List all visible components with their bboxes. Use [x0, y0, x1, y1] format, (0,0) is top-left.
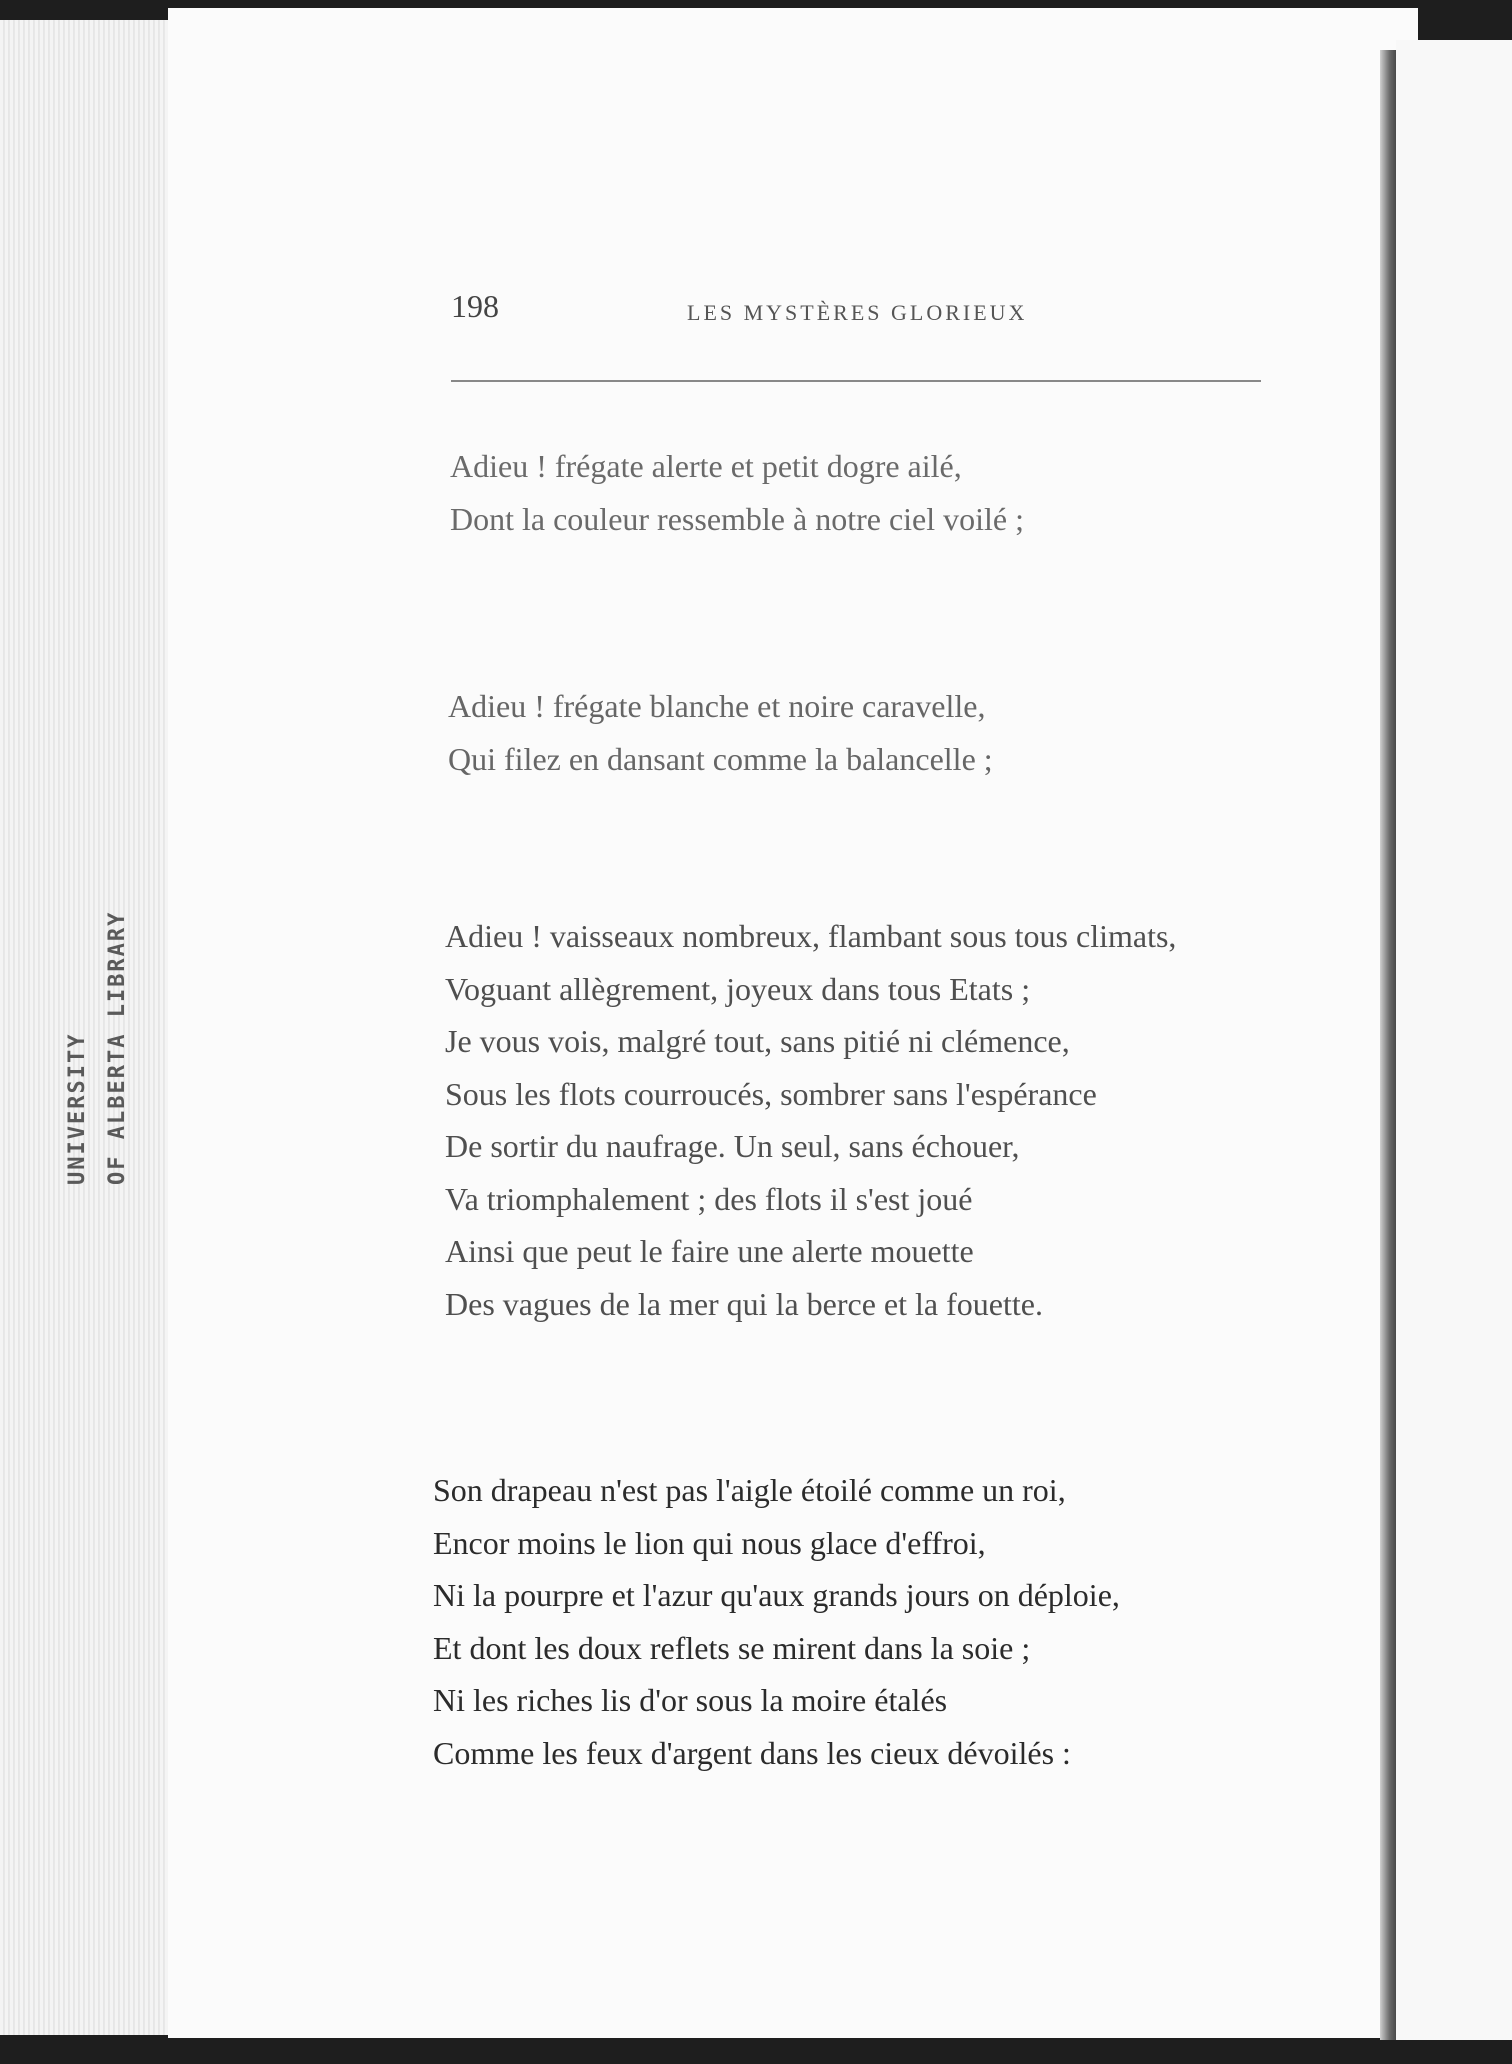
stamp-line-2 [98, 1065, 138, 1185]
verse-line: Voguant allègrement, joyeux dans tous Etats ; [445, 970, 1031, 1007]
verse-line: Adieu ! frégate alerte et petit dogre ailé, [450, 448, 962, 484]
verse-line: Encor moins le lion qui nous glace d'effroi, [433, 1524, 986, 1561]
book-spine-edge [1380, 50, 1396, 2040]
stanza-3 [445, 910, 1176, 1330]
verse-line: Comme les feux d'argent dans les cieux dévoilés : [433, 1734, 1071, 1771]
verse-line: Des vagues de la mer qui la berce et la fouette. [445, 1285, 1043, 1322]
verse-line: Va triomphalement ; des flots il s'est joué [445, 1180, 973, 1217]
stamp-line-1: UNIVERSITY [65, 1032, 90, 1185]
verse-line: Qui filez en dansant comme la balancelle ; [448, 740, 993, 777]
verse-line: Ainsi que peut le faire une alerte mouette [445, 1233, 974, 1269]
header-rule [451, 380, 1261, 382]
stanza-2 [448, 680, 993, 785]
verse-line: Je vous vois, malgré tout, sans pitié ni clémence, [445, 1023, 1070, 1059]
verse-line: De sortir du naufrage. Un seul, sans échouer, [445, 1128, 1020, 1164]
stanza-4 [433, 1464, 1120, 1779]
verse-line: Adieu ! frégate blanche et noire caravelle, [448, 688, 986, 724]
facing-page [1396, 40, 1512, 2040]
running-head [451, 288, 1271, 338]
running-title: LES MYSTÈRES GLORIEUX [687, 300, 1028, 325]
library-stamp [58, 1032, 178, 1185]
verse-line: Ni les riches lis d'or sous la moire étalés [433, 1682, 948, 1718]
verse-line: Dont la couleur ressemble à notre ciel voilé ; [450, 500, 1025, 537]
verse-line: Sous les flots courroucés, sombrer sans l'espérance [445, 1075, 1097, 1112]
verse-line: Son drapeau n'est pas l'aigle étoilé comme un roi, [433, 1472, 1066, 1508]
stanza-1 [450, 440, 1024, 545]
verse-line: Et dont les doux reflets se mirent dans la soie ; [433, 1629, 1031, 1666]
verse-line: Adieu ! vaisseaux nombreux, flambant sous tous climats, [445, 918, 1177, 954]
verse-line: Ni la pourpre et l'azur qu'aux grands jours on déploie, [433, 1577, 1120, 1613]
page-number: 198 [451, 288, 499, 324]
book-page-edges [0, 20, 170, 2035]
